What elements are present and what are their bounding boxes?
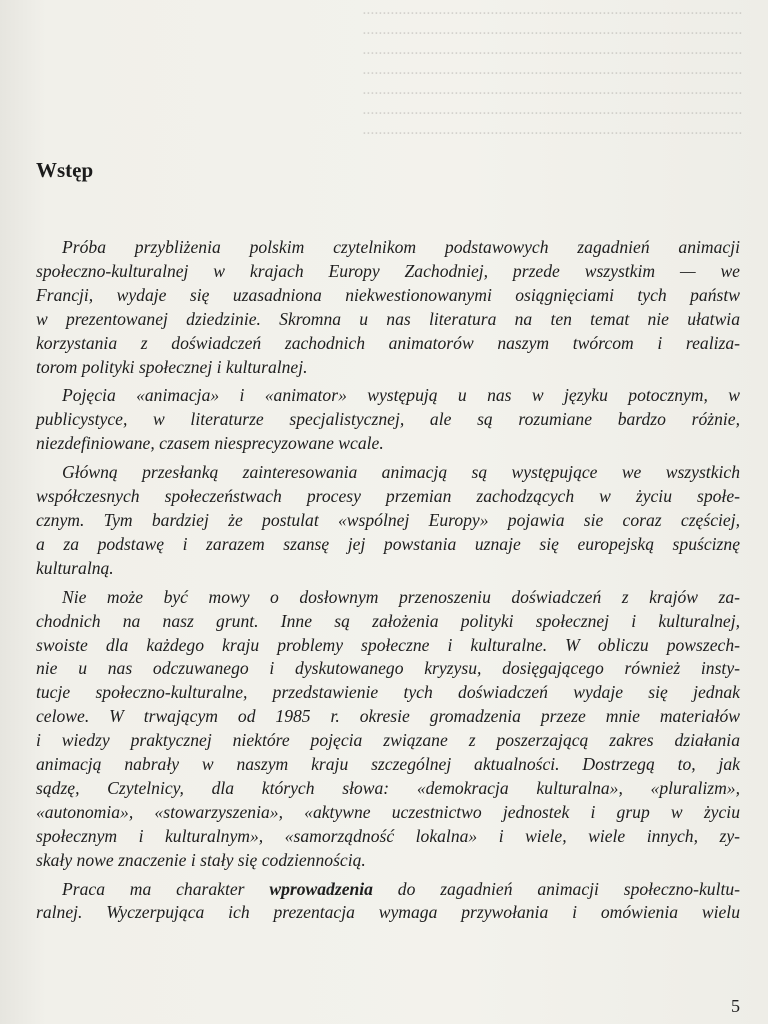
paragraph xyxy=(36,461,740,581)
body-text xyxy=(36,236,740,930)
text-span: do zagadnień animacji społeczno-kultu- xyxy=(372,878,741,899)
text-line: cznym. Tym bardziej że postulat «wspólnej Europy» pojawia sie coraz częściej, xyxy=(36,509,740,530)
text-line: i wiedzy praktycznej niektóre pojęcia związane z poszerzającą zakres działania xyxy=(36,730,740,751)
text-line: Nie może być mowy o dosłownym przenoszeniu doświadczeń z krajów za- xyxy=(62,586,740,607)
text-line: «autonomia», «stowarzyszenia», «aktywne uczestnictwo jednostek i grup w życiu xyxy=(36,801,740,822)
text-line: torom polityki społecznej i kulturalnej. xyxy=(36,356,308,377)
text-line: Francji, wydaje się uzasadniona niekwestionowanymi osiągnięciami tych państw xyxy=(36,284,740,305)
text-line xyxy=(36,878,740,902)
text-line: skały nowe znaczenie i stały się codziennością. xyxy=(36,849,366,870)
paragraph xyxy=(36,384,740,456)
text-line: korzystania z doświadczeń zachodnich animatorów naszym twórcom i realiza- xyxy=(36,332,740,353)
show-through-text: ............................................................................................... ............................................................................................... ............................................................................................... ............................................................................................... ............................................................................................... ............................................................................................... ............................................................................................... xyxy=(362,1,742,138)
text-line: w prezentowanej dziedzinie. Skromna u nas literatura na ten temat nie ułatwia xyxy=(36,308,740,329)
text-line: Próba przybliżenia polskim czytelnikom podstawowych zagadnień animacji xyxy=(62,237,740,257)
text-line: nie u nas odczuwanego i dyskutowanego kryzysu, dosięgającego również insty- xyxy=(36,658,740,679)
text-line: społecznym i kulturalnym», «samorządność lokalna» i wiele, wiele innych, zy- xyxy=(36,825,740,846)
text-span: Praca ma charakter xyxy=(62,878,270,899)
text-line: swoiste dla każdego kraju problemy społeczne i kulturalne. W obliczu powszech- xyxy=(36,634,740,655)
emphasized-term: wprowadzenia xyxy=(269,878,373,899)
text-line: celowe. W trwającym od 1985 r. okresie gromadzenia przeze mnie materiałów xyxy=(36,706,740,727)
text-line: a za podstawę i zarazem szansę jej powstania uznaje się europejską spuściznę xyxy=(36,533,740,554)
paragraph xyxy=(36,236,740,379)
text-line: chodnich na nasz grunt. Inne są założenia polityki społecznej i kulturalnej, xyxy=(36,610,740,631)
text-line: ralnej. Wyczerpująca ich prezentacja wymaga przywołania i omówienia wielu xyxy=(36,902,740,923)
text-line: kulturalną. xyxy=(36,557,114,578)
text-line: tucje społeczno-kulturalne, przedstawienie tych doświadczeń wydaje się jednak xyxy=(36,682,740,703)
text-line: publicystyce, w literaturze specjalistycznej, ale są rozumiane bardzo różnie, xyxy=(36,409,740,430)
paragraph xyxy=(36,586,740,873)
text-line: sądzę, Czytelnicy, dla których słowa: «demokracja kulturalna», «pluralizm», xyxy=(36,777,740,798)
section-heading: Wstęp xyxy=(36,158,94,182)
text-line: współczesnych społeczeństwach procesy przemian zachodzących w życiu społe- xyxy=(36,486,740,507)
page-number: 5 xyxy=(731,996,740,1016)
text-line: Główną przesłanką zainteresowania animacją są występujące we wszystkich xyxy=(62,462,740,483)
paragraph xyxy=(36,878,740,926)
text-line: animacją nabrały w naszym kraju szczególnej aktualności. Dostrzegą to, jak xyxy=(36,754,740,775)
text-line: niezdefiniowane, czasem niesprecyzowane wcale. xyxy=(36,433,384,454)
text-line: społeczno-kulturalnej w krajach Europy Zachodniej, przede wszystkim — we xyxy=(36,260,740,281)
text-line: Pojęcia «animacja» i «animator» występują u nas w języku potocznym, w xyxy=(62,385,740,406)
